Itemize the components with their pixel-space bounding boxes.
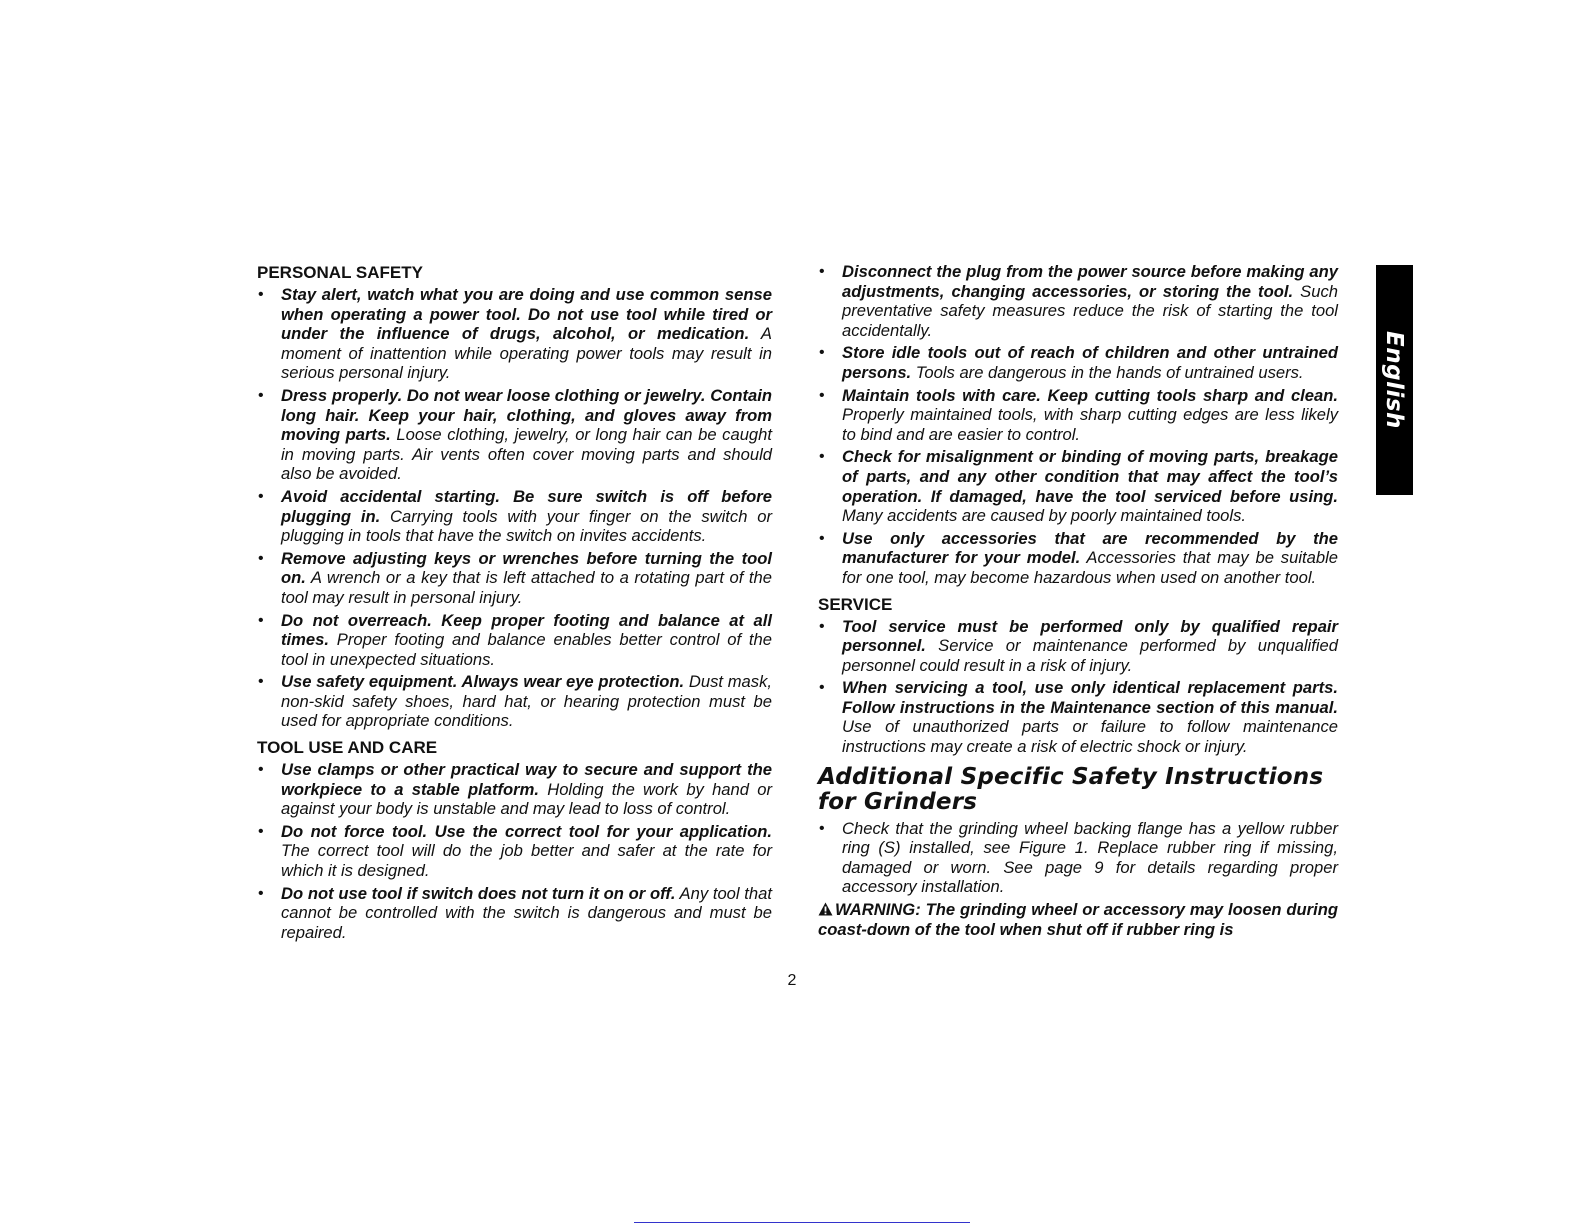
list-item [257,386,772,484]
item-text: Proper footing and balance enables better control of the tool in unexpected situations. [281,630,772,669]
list-item [818,529,1338,588]
list-item [818,447,1338,525]
list-item [818,819,1338,897]
item-text: A moment of inattention while operating power tools may result in serious personal injury. [281,324,772,383]
item-bold-text: Use only accessories that are recommended by the manufacturer for your model. [842,528,1338,568]
warning-paragraph [818,900,1338,939]
list-item [257,672,772,731]
item-bold-text: Dress properly. Do not wear loose clothing or jewelry. Contain long hair. Keep your hair, clothing, and gloves away from moving parts. [281,385,772,445]
right-column [818,262,1338,939]
page-number: 2 [787,972,797,989]
item-bold-text: Disconnect the plug from the power source before making any adjustments, changing accessories, or storing the tool. [842,262,1338,301]
item-text: Accessories that may be suitable for one tool, may become hazardous when used on another tool. [842,548,1338,587]
tool-use-heading: TOOL USE AND CARE [257,738,438,758]
tool-use-continued-list [818,262,1338,588]
list-item [257,487,772,546]
list-item [257,760,772,819]
language-side-tab [1376,265,1413,495]
item-bold-text: Use clamps or other practical way to secure and support the workpiece to a stable platform. [281,760,772,799]
list-item [818,262,1338,340]
item-bold-text: Use safety equipment. Always wear eye protection. [281,672,685,692]
item-bold-text: Remove adjusting keys or wrenches before turning the tool on. [281,548,772,588]
item-bold-text: Avoid accidental starting. Be sure switch is off before plugging in. [281,486,772,526]
item-bold-text: Tool service must be performed only by qualified repair personnel. [842,616,1338,656]
item-text: Tools are dangerous in the hands of untrained users. [911,362,1304,382]
bottom-rule [634,1222,970,1223]
list-item [257,549,772,608]
left-column [257,262,772,945]
item-text: Holding the work by hand or against your body is unstable and may lead to loss of control. [281,779,772,819]
tool-use-list [257,760,772,942]
item-text: A wrench or a key that is left attached to a rotating part of the tool may result in personal injury. [281,568,772,607]
grinders-list [818,819,1338,897]
language-tab-label: English [1381,331,1407,429]
item-text: Carrying tools with your finger on the switch or plugging in tools that have the switch on invites accidents. [281,506,772,546]
list-item [818,617,1338,676]
item-bold-text: Do not use tool if switch does not turn it on or off. [281,883,676,903]
list-item [257,884,772,943]
personal-safety-list [257,285,772,731]
personal-safety-heading: PERSONAL SAFETY [257,263,423,282]
warning-triangle-icon [818,902,833,916]
item-text: Dust mask, non-skid safety shoes, hard hat, or hearing protection must be used for appropriate conditions. [281,672,772,731]
list-item [818,343,1338,382]
item-text: Loose clothing, jewelry, or long hair can be caught in moving parts. Air vents often cover moving parts and should also be avoided. [281,425,772,484]
item-bold-text: Stay alert, watch what you are doing and use common sense when operating a power tool. Do not use tool while tired or under the influence of drugs, alcohol, or medication. [281,285,772,344]
item-bold-text: Maintain tools with care. Keep cutting tools sharp and clean. [842,385,1338,405]
item-bold-text: Store idle tools out of reach of children and other untrained persons. [842,343,1338,382]
item-text: Use of unauthorized parts or failure to follow maintenance instructions may create a risk of electric shock or injury. [842,717,1338,757]
warning-text: WARNING: The grinding wheel or accessory may loosen during coast-down of the tool when shut off if rubber ring is [818,900,1338,939]
service-list [818,617,1338,757]
item-text: Such preventative safety measures reduce the risk of starting the tool accidentally. [842,281,1338,340]
list-item [257,611,772,670]
service-heading: SERVICE [818,594,893,614]
item-bold-text: Check for misalignment or binding of moving parts, breakage of parts, and any other condition that may affect the tool’s operation. If damaged, have the tool serviced before using. [842,447,1338,506]
item-text: Check that the grinding wheel backing flange has a yellow rubber ring (S) installed, see Figure 1. Replace rubber ring if missing, damaged or worn. See page 9 for details regarding proper accessory installation. [842,818,1338,897]
item-text: Any tool that cannot be controlled with the switch is dangerous and must be repaired. [281,883,772,942]
item-text: Service or maintenance performed by unqualified personnel could result in a risk of injury. [842,636,1338,675]
grinders-heading: Additional Specific Safety Instructions for Grinders [818,763,1324,815]
list-item [818,678,1338,756]
item-text: Properly maintained tools, with sharp cutting edges are less likely to bind and are easier to control. [842,405,1338,444]
item-bold-text: Do not overreach. Keep proper footing and balance at all times. [281,610,772,650]
list-item [257,822,772,881]
item-text: The correct tool will do the job better and safer at the rate for which it is designed. [281,841,772,881]
item-bold-text: Do not force tool. Use the correct tool for your application. [281,821,772,841]
list-item [818,386,1338,445]
item-text: Many accidents are caused by poorly maintained tools. [842,506,1247,526]
list-item [257,285,772,383]
item-bold-text: When servicing a tool, use only identical replacement parts. Follow instructions in the Maintenance section of this manual. [842,678,1338,717]
